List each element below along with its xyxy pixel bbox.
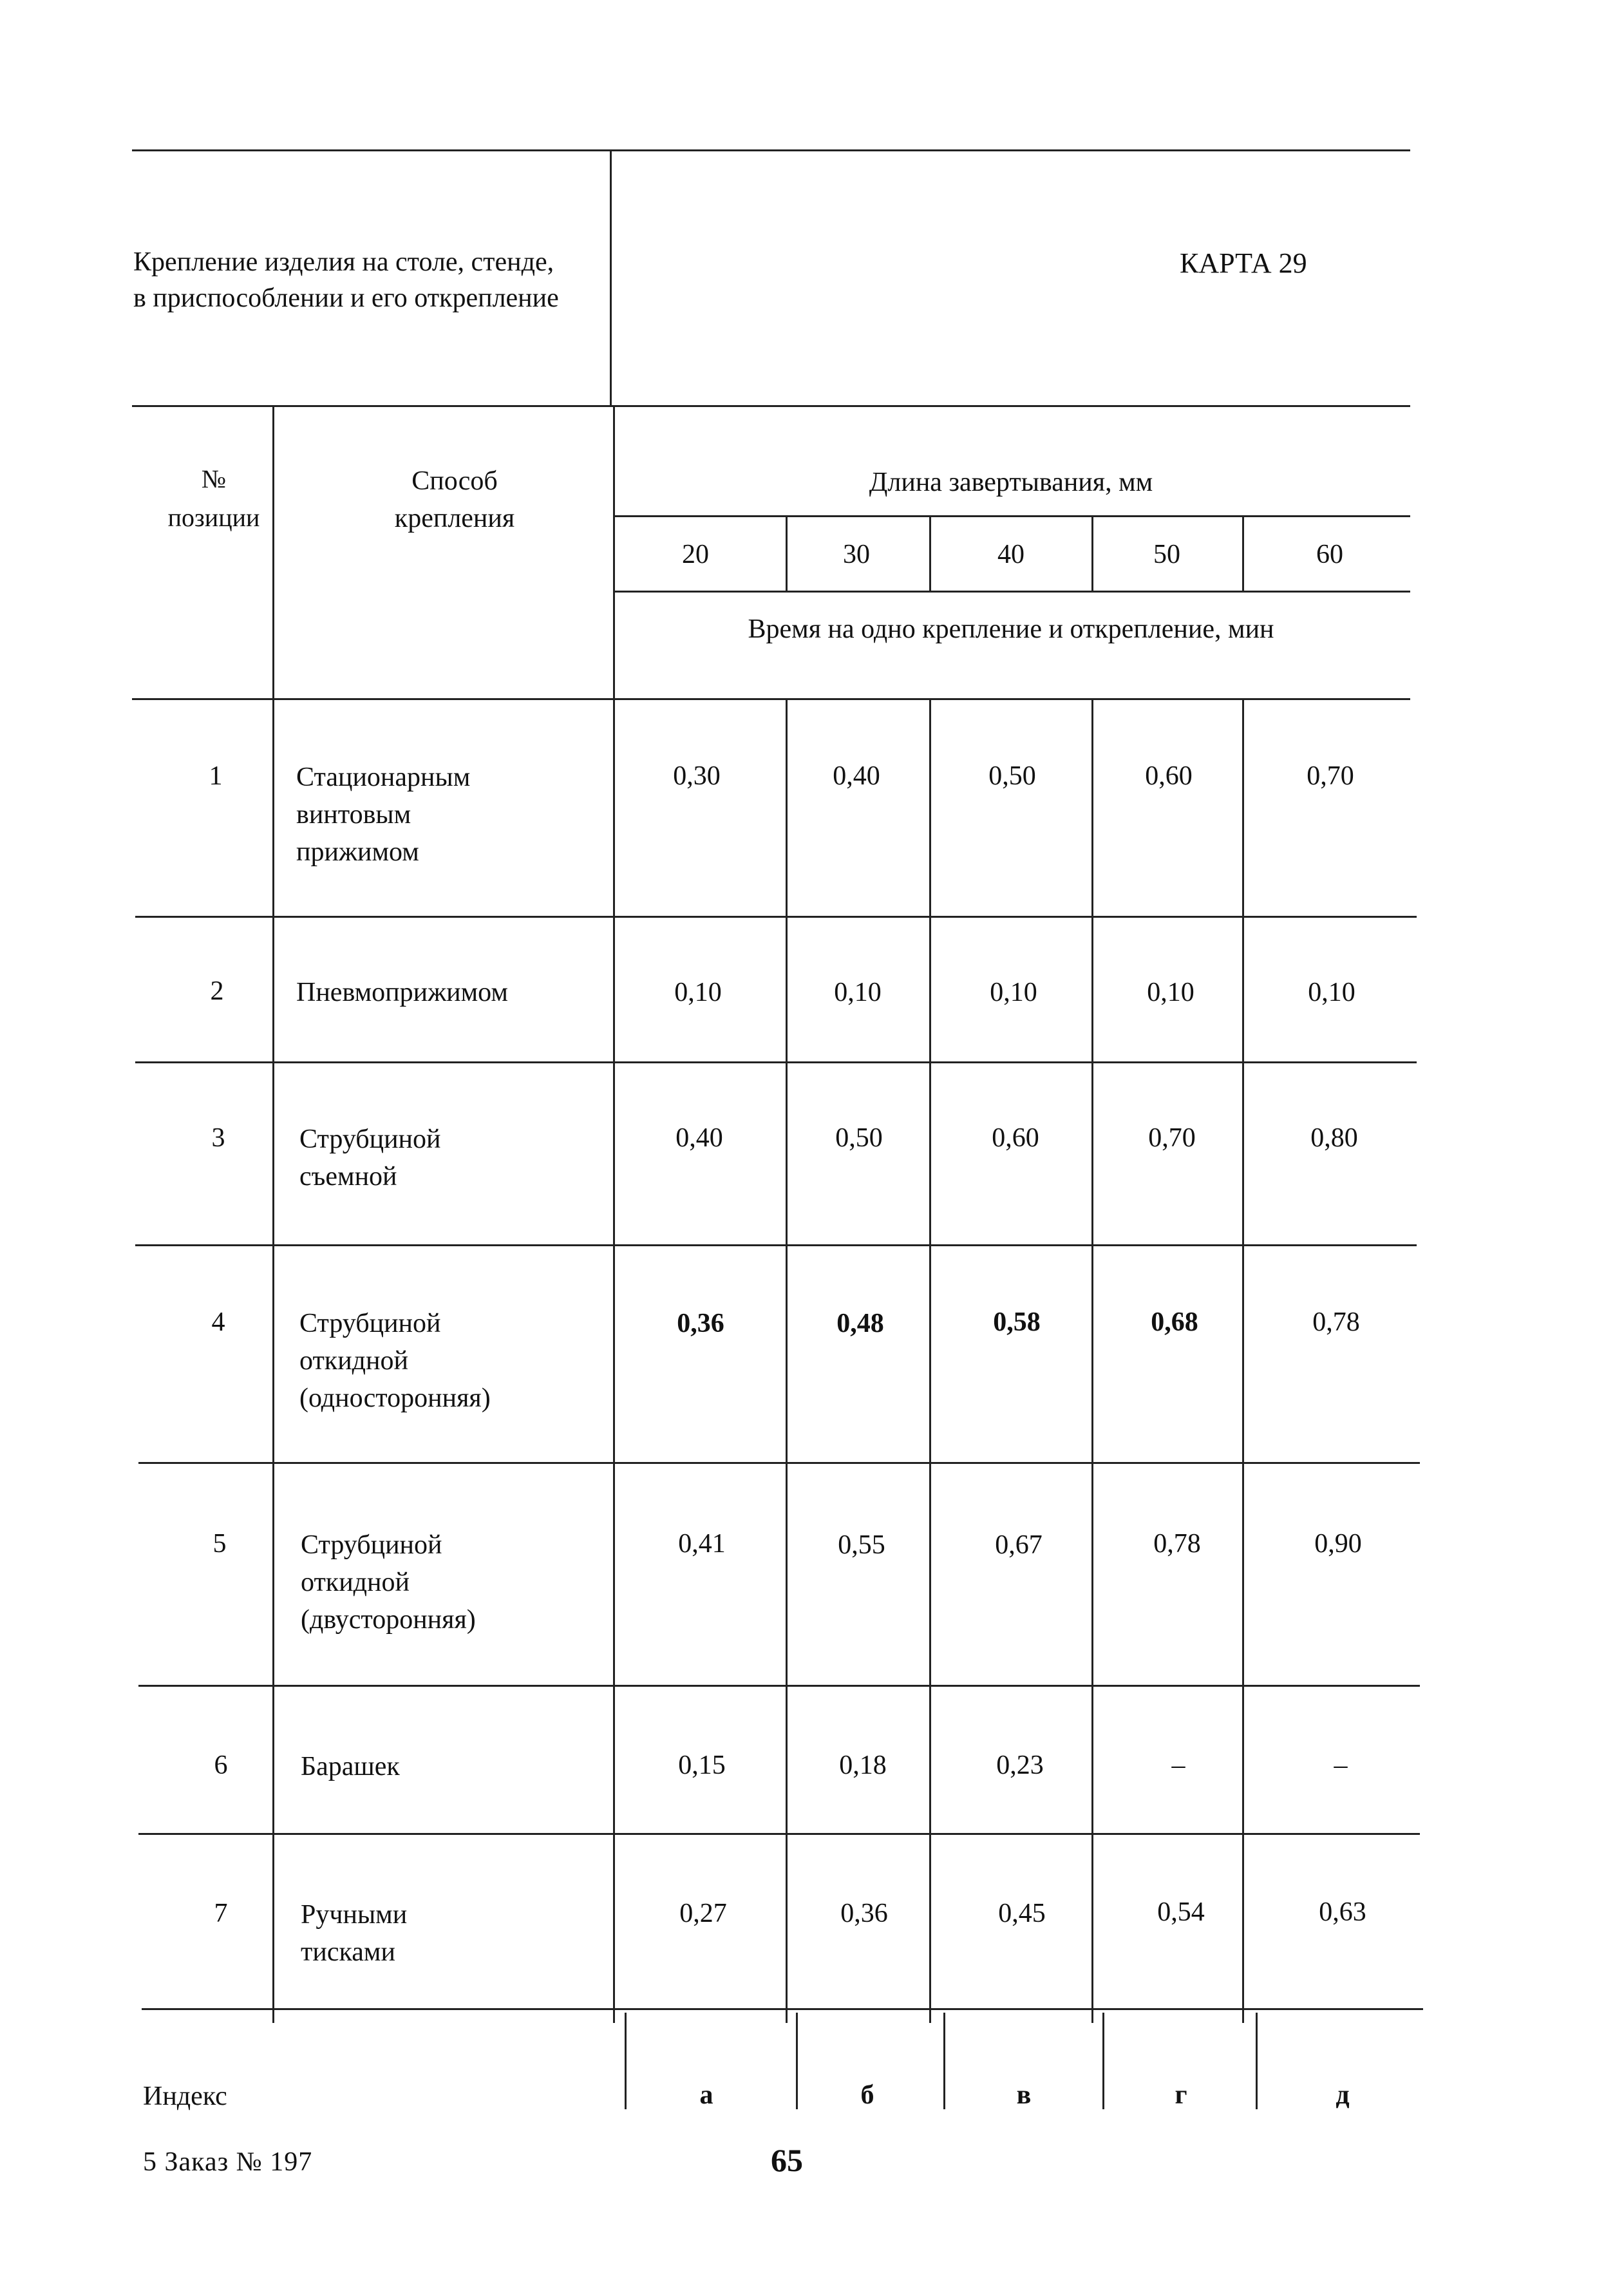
row-3-value-e: 0,80 [1310, 1123, 1358, 1153]
page-number: 65 [771, 2142, 803, 2178]
row-1-num: 1 [209, 761, 223, 791]
row-4-num: 4 [211, 1307, 225, 1337]
card-title-line-1: Крепление изделия на столе, стенде, [133, 247, 554, 277]
value-divider-1 [786, 515, 788, 591]
row-3-value-a: 0,40 [675, 1123, 723, 1153]
row-6-value-c: 0,23 [996, 1751, 1044, 1780]
method-header-line-1: Способ [411, 466, 498, 496]
row-4-value-d: 0,68 [1151, 1307, 1198, 1337]
row-2-value-d: 0,10 [1147, 978, 1194, 1007]
row-6-method: Барашек [301, 1752, 400, 1781]
order-number: 5 Заказ № 197 [143, 2147, 313, 2177]
pos-header-line-1: № [201, 464, 227, 493]
table-bottom-rule [142, 2008, 1423, 2010]
row-6-num: 6 [214, 1751, 228, 1780]
row-3-method: Струбциной съемной [299, 1125, 441, 1191]
body-divider-2 [929, 698, 931, 2023]
body-divider-3 [1091, 698, 1093, 2023]
index-letter-v: в [1016, 2080, 1032, 2110]
row-4-value-e: 0,78 [1312, 1307, 1360, 1337]
index-letter-g: г [1175, 2080, 1187, 2110]
value-divider-3 [1091, 515, 1093, 591]
row-1-value-a: 0,30 [673, 761, 721, 791]
row-1-value-c: 0,50 [988, 761, 1036, 791]
row-7-value-c: 0,45 [998, 1899, 1046, 1928]
row-rule-6 [138, 1833, 1420, 1835]
length-title-rule [613, 515, 1410, 517]
row-2-value-a: 0,10 [674, 978, 722, 1007]
row-rule-5 [138, 1685, 1420, 1687]
row-7-value-a: 0,27 [679, 1899, 727, 1928]
row-rule-1 [135, 916, 1417, 918]
row-2-value-e: 0,10 [1308, 978, 1355, 1007]
row-rule-4 [138, 1462, 1420, 1464]
row-5-method: Струбциной откидной (двусторонняя) [301, 1530, 476, 1635]
row-4-value-a: 0,36 [677, 1309, 724, 1338]
row-5-value-d: 0,78 [1153, 1529, 1201, 1559]
row-6-value-b: 0,18 [839, 1751, 887, 1780]
header-divider [610, 149, 612, 407]
pos-column-divider [272, 405, 274, 2023]
card-title-line-2: в приспособлении и его открепление [133, 283, 559, 313]
row-2-value-b: 0,10 [834, 978, 882, 1007]
row-5-value-b: 0,55 [838, 1530, 885, 1560]
row-4-value-b: 0,48 [836, 1309, 884, 1338]
index-divider-0 [625, 2013, 627, 2109]
index-letter-d: д [1336, 2080, 1350, 2110]
row-4-method: Струбциной откидной (односторонняя) [299, 1309, 491, 1413]
length-values-rule [613, 591, 1410, 593]
pos-header-line-2: позиции [167, 503, 260, 532]
length-60: 60 [1316, 540, 1343, 569]
row-6-value-d: – [1171, 1751, 1185, 1780]
card-number: КАРТА 29 [1180, 247, 1307, 279]
length-50: 50 [1153, 540, 1180, 569]
row-1-value-d: 0,60 [1145, 761, 1193, 791]
row-5-value-a: 0,41 [678, 1529, 726, 1559]
top-rule [132, 149, 1410, 151]
method-header-line-2: крепления [394, 504, 515, 533]
body-divider-4 [1242, 698, 1244, 2023]
length-header: Длина завертывания, мм [869, 468, 1153, 497]
row-2-value-c: 0,10 [990, 978, 1037, 1007]
header-table-bottom-rule [132, 698, 1410, 700]
length-20: 20 [682, 540, 709, 569]
index-letter-b: б [860, 2080, 874, 2110]
row-7-value-e: 0,63 [1319, 1897, 1366, 1927]
row-3-value-d: 0,70 [1148, 1123, 1196, 1153]
header-bottom-rule [132, 405, 1410, 407]
row-6-value-e: – [1334, 1751, 1348, 1780]
body-divider-1 [786, 698, 788, 2023]
row-5-num: 5 [212, 1529, 227, 1559]
row-5-value-c: 0,67 [995, 1530, 1043, 1560]
row-7-value-b: 0,36 [840, 1899, 888, 1928]
row-6-value-a: 0,15 [678, 1751, 726, 1780]
value-divider-2 [929, 515, 931, 591]
index-divider-3 [1102, 2013, 1104, 2109]
row-7-num: 7 [214, 1899, 228, 1928]
row-2-method: Пневмоприжимом [296, 978, 508, 1007]
index-divider-4 [1256, 2013, 1258, 2109]
row-4-value-c: 0,58 [993, 1307, 1041, 1337]
index-letter-a: а [699, 2080, 713, 2110]
row-rule-2 [135, 1061, 1417, 1063]
time-header: Время на одно крепление и открепление, мин [748, 614, 1274, 644]
row-1-value-e: 0,70 [1307, 761, 1354, 791]
row-1-method: Стационарным винтовым прижимом [296, 763, 471, 867]
row-2-num: 2 [210, 976, 224, 1006]
row-1-value-b: 0,40 [833, 761, 880, 791]
row-3-num: 3 [211, 1123, 225, 1153]
row-3-value-b: 0,50 [835, 1123, 883, 1153]
row-rule-3 [135, 1244, 1417, 1246]
index-label: Индекс [143, 2082, 227, 2111]
index-divider-2 [943, 2013, 945, 2109]
row-7-value-d: 0,54 [1157, 1897, 1205, 1927]
value-divider-4 [1242, 515, 1244, 591]
index-divider-1 [796, 2013, 798, 2109]
length-30: 30 [843, 540, 870, 569]
length-40: 40 [997, 540, 1024, 569]
row-7-method: Ручными тисками [301, 1900, 408, 1967]
row-5-value-e: 0,90 [1314, 1529, 1362, 1559]
row-3-value-c: 0,60 [992, 1123, 1039, 1153]
method-column-divider [613, 405, 615, 2023]
